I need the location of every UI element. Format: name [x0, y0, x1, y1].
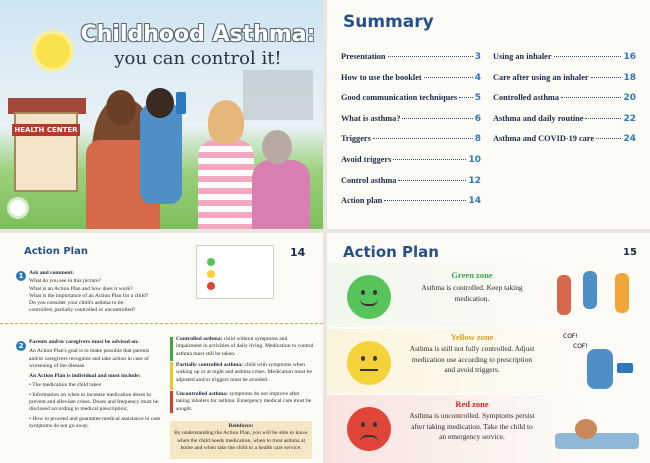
- step2-bullet: How to proceed and guarantee medical assistance in case symptoms do not go away.: [29, 415, 161, 429]
- toc-label: Good communication techniques: [341, 93, 458, 103]
- toc-item[interactable]: [341, 73, 481, 94]
- zone-text: Asthma is still not fully controlled. Adjust medication use according to prescription and avoid triggers.: [409, 344, 535, 374]
- toc-label: Presentation: [341, 52, 386, 61]
- step1-heading: Ask and comment:: [29, 270, 75, 276]
- grandmother-head: [262, 130, 292, 164]
- cough-label: COF!: [573, 343, 588, 350]
- action-plan-thumbnail: [196, 245, 274, 299]
- controlled-zone-bar: [170, 337, 173, 361]
- zone-name: Green zone: [451, 270, 493, 280]
- child-illustration: [140, 104, 182, 204]
- toc-label: Triggers: [341, 134, 371, 144]
- coughing-child-illustration: [559, 333, 639, 391]
- toc-item[interactable]: [493, 52, 636, 73]
- inhaler-icon: [617, 363, 633, 373]
- yellow-dot-icon: [207, 270, 215, 278]
- cough-label: COF!: [563, 333, 578, 340]
- step2-bullet: Information on when to increase medication doses to prevent and alleviate crises. Doses and frequency must be disclosed according to medical prescription;: [29, 391, 159, 413]
- step-number: 2: [16, 341, 26, 351]
- toc-item[interactable]: [341, 134, 481, 155]
- zone-text: symptoms do not improve after taking inhalers for asthma. Emergency medical care must be sought.: [176, 391, 312, 412]
- mother-illustration: [198, 140, 254, 229]
- zone-text: Asthma is uncontrolled. Symptoms persist after taking medication. Take the child to an emergency service.: [409, 411, 535, 441]
- toc-page: 10: [468, 154, 481, 165]
- toc-label: Asthma and daily routine: [493, 113, 584, 123]
- father-head: [106, 90, 136, 126]
- zone-name: Red zone: [455, 399, 489, 409]
- toc-item[interactable]: [493, 93, 636, 114]
- step-number: 1: [16, 271, 26, 281]
- toc-page: 18: [623, 72, 636, 83]
- page-title: Action Plan: [24, 246, 88, 257]
- toc-page: 22: [623, 113, 636, 124]
- toc-item[interactable]: [341, 176, 481, 197]
- neutral-face-icon: [347, 341, 391, 385]
- summary-page: [327, 0, 650, 229]
- action-plan-guide-page: [0, 233, 323, 463]
- summary-title: Summary: [343, 12, 434, 32]
- toc-item[interactable]: [341, 114, 481, 135]
- toc-page: 5: [474, 93, 481, 104]
- step2-intro: An Action Plan's goal is to make possible that parents and/or caregivers recognize and take action in case of worsening of the disease.: [29, 348, 150, 369]
- cover-title: Childhood Asthma:: [80, 22, 316, 47]
- toc-item[interactable]: [493, 114, 636, 135]
- zone-text: child with symptoms when waking up or at night and asthma crises. Medication must be adjusted and/or triggers must be avoided.: [176, 362, 312, 383]
- toc-item[interactable]: [341, 93, 481, 114]
- toc-label: Care after using an inhaler: [493, 72, 589, 82]
- zone-text: Asthma is controlled. Keep taking medication.: [421, 283, 523, 303]
- health-center-sign: HEALTH CENTER: [12, 124, 80, 136]
- step1-line: What do you see in this picture?: [29, 278, 102, 285]
- hospital-bed-illustration: [555, 403, 641, 459]
- step1-line: What is the importance of an Action Plan for a child?: [29, 292, 149, 299]
- children-playing-illustration: [553, 269, 639, 321]
- step1-line: What is an Action Plan and how does it work?: [29, 285, 133, 292]
- toc-page: 20: [623, 93, 636, 104]
- red-dot-icon: [207, 282, 215, 290]
- cover-subtitle: you can control it!: [114, 48, 282, 69]
- toc-label: What is asthma?: [341, 113, 401, 123]
- inhaler-illustration: [176, 92, 186, 114]
- toc-right-column: [493, 52, 636, 155]
- toc-label: Control asthma: [341, 175, 397, 185]
- zone-name: Uncontrolled asthma:: [176, 391, 228, 397]
- green-dot-icon: [207, 258, 215, 266]
- toc-page: 4: [474, 72, 481, 83]
- toc-page: 14: [468, 196, 481, 207]
- zone-name: Controlled asthma:: [176, 336, 223, 342]
- toc-label: Asthma and COVID-19 care: [493, 134, 595, 144]
- zone-definitions: [176, 336, 314, 413]
- cover-page: [0, 0, 323, 229]
- toc-page: 3: [474, 52, 481, 62]
- step2-heading: Parents and/or caregivers must be advised on:: [29, 339, 140, 345]
- step1-line: controlled, partially controlled or uncontrolled?: [29, 307, 136, 314]
- sun-illustration: [36, 34, 70, 68]
- step1-block: [29, 270, 189, 315]
- action-plan-zones-page: [327, 233, 650, 463]
- step1-line: Do you consider your child's asthma to be:: [29, 300, 125, 307]
- toc-label: Using an inhaler: [493, 52, 552, 61]
- child-head: [146, 88, 174, 118]
- toc-page: 16: [623, 52, 636, 62]
- toc-page: 8: [474, 134, 481, 145]
- toc-item[interactable]: [341, 155, 481, 176]
- flower-illustration: [10, 200, 26, 216]
- mother-head: [208, 100, 244, 144]
- happy-face-icon: [347, 275, 391, 319]
- toc-item[interactable]: [493, 73, 636, 94]
- page-number: 15: [623, 247, 637, 258]
- toc-item[interactable]: [493, 134, 636, 155]
- toc-page: 6: [474, 113, 481, 124]
- toc-label: Controlled asthma: [493, 93, 559, 103]
- zone-text: child without symptoms and impairment in activities of daily living. Medication to control asthma must still be taken.: [176, 336, 314, 357]
- toc-left-column: [341, 52, 481, 217]
- uncontrolled-zone-bar: [170, 391, 173, 413]
- step2-bullet: The medication the child takes: [32, 382, 101, 389]
- page-number: 14: [290, 246, 306, 259]
- reinforce-title: Reinforce:: [228, 423, 254, 429]
- toc-item[interactable]: [341, 196, 481, 217]
- step2-block: Parents and/or caregivers must be advised on: An Action Plan's goal is to make possible that parents and/or caregivers recognize and take action in case of worsening of the disease. An Action Plan is individual and must include: • The medication the child takes • Information on when to increase medication doses to prevent and alleviate crises. Doses and frequency must be disclosed according to medical prescription; • How to proceed and guarantee medical assistance in case symptoms do not go away.: [29, 339, 161, 429]
- grandmother-illustration: [252, 160, 310, 229]
- toc-label: Avoid triggers: [341, 154, 392, 164]
- step2-subheading: An Action Plan is individual and must include:: [29, 373, 141, 380]
- toc-label: Action plan: [341, 196, 383, 206]
- partially-controlled-zone-bar: [170, 362, 173, 390]
- toc-page: 24: [623, 134, 636, 145]
- toc-item[interactable]: [341, 52, 481, 73]
- section-divider: [0, 323, 323, 324]
- toc-label: How to use the booklet: [341, 72, 422, 82]
- city-skyline-illustration: [243, 70, 313, 120]
- zone-name: Partially controlled asthma:: [176, 362, 244, 368]
- toc-page: 12: [468, 175, 481, 186]
- sad-face-icon: [347, 407, 391, 451]
- zone-name: Yellow zone: [450, 332, 494, 342]
- reinforce-box: [170, 421, 312, 459]
- page-title: Action Plan: [343, 243, 439, 261]
- reinforce-text: By understanding the Action Plan, you will be able to know when the child needs medication, when to treat asthma at home and when take the child to a health care service.: [174, 430, 308, 451]
